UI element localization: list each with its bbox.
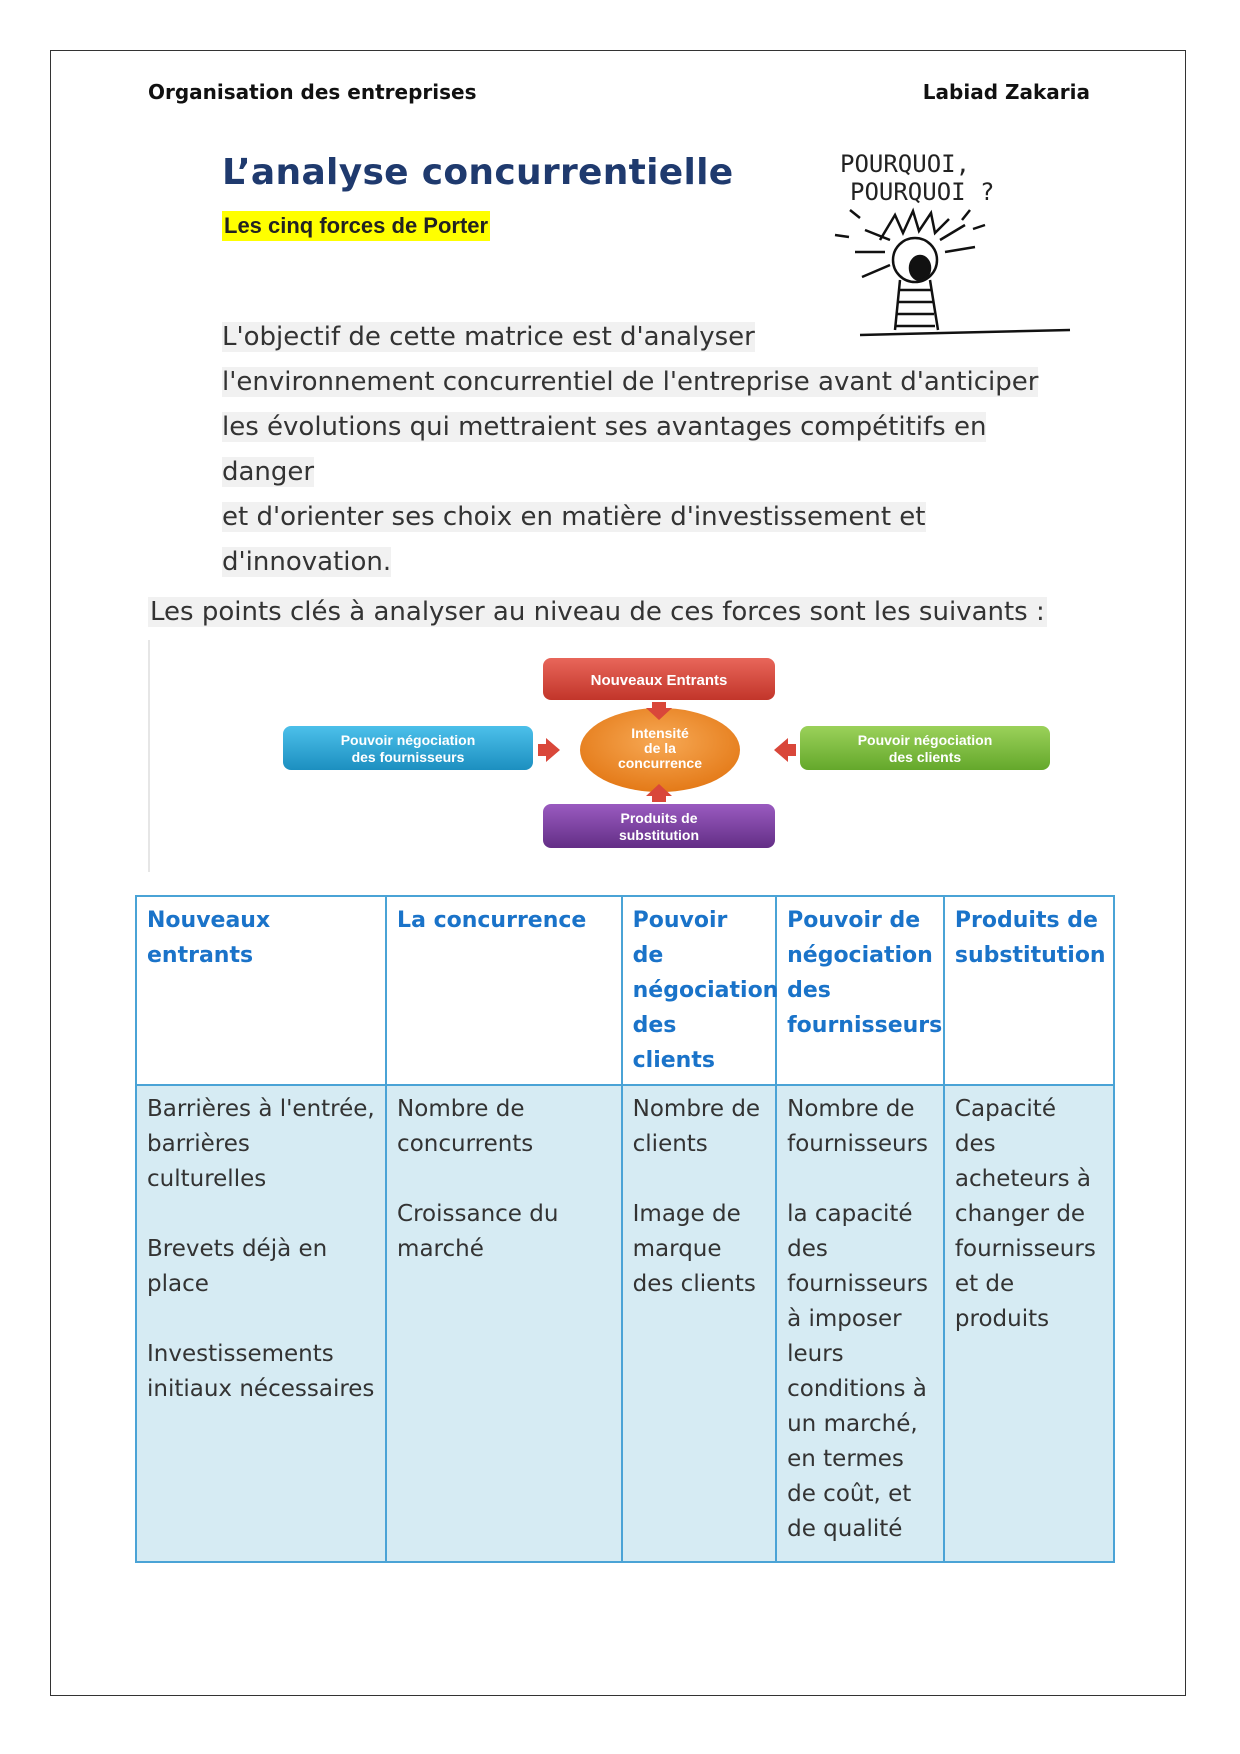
diagram-label-top: Nouveaux Entrants	[590, 672, 728, 689]
cell-fournisseurs	[776, 1085, 944, 1562]
cell-item: Image de marque des clients	[632, 1201, 756, 1297]
diagram-label-center-1: Intensité	[631, 725, 689, 741]
intro-line: d'innovation.	[222, 547, 392, 577]
cell-nouveaux-entrants	[136, 1085, 386, 1562]
header-right: Labiad Zakaria	[922, 80, 1090, 104]
cell-substitution	[944, 1085, 1114, 1562]
diagram-label-bottom-1: Produits de	[620, 810, 698, 826]
cell-item: Croissance du marché	[397, 1201, 559, 1262]
intro-line: et d'orienter ses choix en matière d'investissement et	[222, 502, 926, 532]
col-header-clients: Pouvoir de négociation des clients	[622, 896, 776, 1085]
cell-item: la capacité des fournisseurs à imposer leurs conditions à un marché, en termes de coût, et de qualité	[787, 1201, 929, 1542]
col-header-nouveaux-entrants: Nouveaux entrants	[136, 896, 386, 1085]
diagram-label-bottom-2: substitution	[618, 827, 700, 843]
porter-diagram	[148, 640, 1068, 872]
cell-item: Brevets déjà en place	[147, 1236, 328, 1297]
diagram-label-right-1: Pouvoir négociation	[857, 732, 993, 748]
diagram-label-left-1: Pouvoir négociation	[340, 732, 476, 748]
cell-item: Nombre de clients	[632, 1096, 761, 1157]
page-subtitle: Les cinq forces de Porter	[222, 211, 490, 241]
keypoints-heading: Les points clés à analyser au niveau de ces forces sont les suivants :	[150, 597, 1045, 627]
cell-item: Nombre de concurrents	[397, 1096, 534, 1157]
diagram-label-center-3: concurrence	[617, 755, 703, 771]
cell-concurrence	[386, 1085, 622, 1562]
cell-clients	[622, 1085, 776, 1562]
diagram-label-right-2: des clients	[888, 749, 962, 765]
intro-paragraph	[222, 315, 1082, 585]
forces-table	[135, 895, 1115, 1563]
table-row	[136, 1085, 1114, 1562]
cell-item: Investissements initiaux nécessaires	[147, 1341, 375, 1402]
diagram-label-center-2: de la	[644, 740, 676, 756]
cell-item: Barrières à l'entrée, barrières culturelles	[147, 1096, 375, 1192]
intro-line: L'objectif de cette matrice est d'analyser	[222, 322, 755, 352]
cell-item: Capacité des acheteurs à changer de fournisseurs et de produits	[954, 1096, 1096, 1332]
page-title: L’analyse concurrentielle	[222, 152, 734, 193]
cartoon-caption-1: POURQUOI,	[840, 150, 971, 178]
diagram-label-left-2: des fournisseurs	[351, 749, 465, 765]
col-header-fournisseurs: Pouvoir de négociation des fournisseurs	[776, 896, 944, 1085]
arrow-right-icon	[538, 738, 560, 762]
intro-line: l'environnement concurrentiel de l'entreprise avant d'anticiper	[222, 367, 1039, 397]
arrow-left-icon	[774, 738, 796, 762]
header-left: Organisation des entreprises	[148, 80, 477, 104]
col-header-substitution: Produits de substitution	[944, 896, 1114, 1085]
col-header-concurrence: La concurrence	[386, 896, 622, 1085]
cartoon-caption-2: POURQUOI ?	[850, 178, 995, 206]
cell-item: Nombre de fournisseurs	[787, 1096, 929, 1157]
table-header-row	[136, 896, 1114, 1085]
intro-line: les évolutions qui mettraient ses avantages compétitifs en danger	[222, 412, 987, 487]
